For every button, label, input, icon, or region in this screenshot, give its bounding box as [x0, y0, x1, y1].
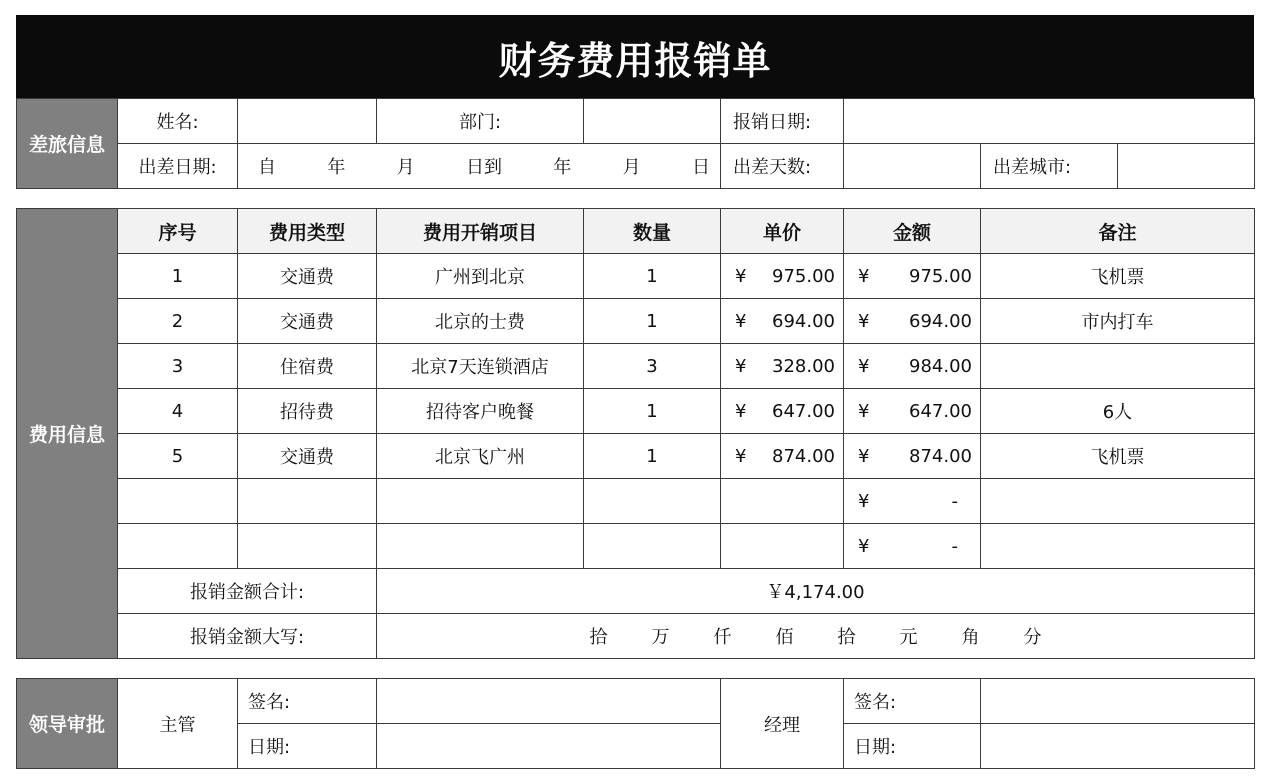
manager-label: 经理 [721, 679, 844, 769]
form-title: 财务费用报销单 [16, 15, 1254, 99]
cell-note[interactable]: 6人 [981, 389, 1255, 434]
expense-table [16, 208, 1255, 659]
cell-item[interactable]: 北京飞广州 [377, 434, 584, 479]
approval-table [16, 678, 1255, 769]
cell-no[interactable]: 1 [118, 254, 238, 299]
cell-qty[interactable]: 3 [584, 344, 721, 389]
expense-section-label: 费用信息 [17, 209, 118, 659]
table-row [17, 524, 1255, 569]
dept-field[interactable] [584, 99, 721, 144]
amount-value: - [951, 535, 958, 557]
cell-amount [844, 389, 981, 434]
travel-info-table [16, 98, 1255, 189]
trip-city-label: 出差城市: [981, 144, 1118, 189]
name-label: 姓名: [118, 99, 238, 144]
column-header: 序号 [118, 209, 238, 254]
upper-unit: 拾 [589, 627, 608, 648]
cell-no[interactable]: 3 [118, 344, 238, 389]
column-header: 费用类型 [238, 209, 377, 254]
total-label: 报销金额合计: [118, 569, 377, 614]
upper-label: 报销金额大写: [118, 614, 377, 659]
cell-amount [844, 524, 981, 569]
supervisor-sign-field[interactable] [377, 679, 721, 724]
cell-item[interactable]: 北京7天连锁酒店 [377, 344, 584, 389]
supervisor-sign-label: 签名: [238, 679, 377, 724]
currency-symbol: ¥ [858, 535, 870, 557]
table-row [17, 254, 1255, 299]
manager-sign-field[interactable] [981, 679, 1255, 724]
cell-item[interactable] [377, 479, 584, 524]
cell-type[interactable]: 交通费 [238, 254, 377, 299]
currency-symbol: ¥ [735, 400, 747, 422]
reimburse-date-field[interactable] [844, 99, 1255, 144]
cell-type[interactable]: 交通费 [238, 434, 377, 479]
column-header: 数量 [584, 209, 721, 254]
table-row [17, 389, 1255, 434]
upper-unit: 分 [1023, 627, 1042, 648]
price-value: 694.00 [772, 310, 835, 332]
cell-type[interactable]: 交通费 [238, 299, 377, 344]
cell-no[interactable] [118, 524, 238, 569]
cell-amount [844, 434, 981, 479]
cell-price[interactable] [721, 344, 844, 389]
amount-value: 694.00 [909, 310, 972, 332]
price-value: 647.00 [772, 400, 835, 422]
currency-symbol: ¥ [858, 355, 870, 377]
cell-qty[interactable]: 1 [584, 389, 721, 434]
currency-symbol: ¥ [858, 490, 870, 512]
supervisor-date-field[interactable] [377, 724, 721, 769]
trip-date-part: 日 [691, 157, 710, 178]
column-header: 费用开销项目 [377, 209, 584, 254]
currency-symbol: ¥ [735, 265, 747, 287]
cell-amount [844, 479, 981, 524]
table-row [17, 479, 1255, 524]
currency-symbol: ¥ [735, 355, 747, 377]
trip-date-part: 月 [396, 157, 415, 178]
cell-type[interactable] [238, 479, 377, 524]
reimburse-date-label: 报销日期: [721, 99, 844, 144]
price-value: 975.00 [772, 265, 835, 287]
cell-qty[interactable]: 1 [584, 434, 721, 479]
cell-no[interactable] [118, 479, 238, 524]
supervisor-date-label: 日期: [238, 724, 377, 769]
total-row [17, 569, 1255, 614]
currency-symbol: ¥ [858, 400, 870, 422]
cell-amount [844, 299, 981, 344]
cell-item[interactable] [377, 524, 584, 569]
cell-item[interactable]: 广州到北京 [377, 254, 584, 299]
manager-sign-label: 签名: [844, 679, 981, 724]
price-value: 328.00 [772, 355, 835, 377]
cell-item[interactable]: 招待客户晚餐 [377, 389, 584, 434]
cell-note[interactable]: 市内打车 [981, 299, 1255, 344]
trip-days-field[interactable] [844, 144, 981, 189]
cell-qty[interactable] [584, 524, 721, 569]
upper-unit: 元 [899, 627, 918, 648]
upper-unit: 万 [651, 627, 670, 648]
cell-type[interactable] [238, 524, 377, 569]
cell-no[interactable]: 4 [118, 389, 238, 434]
cell-amount [844, 254, 981, 299]
currency-symbol: ¥ [858, 445, 870, 467]
price-value: 874.00 [772, 445, 835, 467]
cell-type[interactable]: 招待费 [238, 389, 377, 434]
amount-value: 647.00 [909, 400, 972, 422]
upper-unit: 角 [961, 627, 980, 648]
upper-row [17, 614, 1255, 659]
travel-section-label: 差旅信息 [17, 99, 118, 189]
manager-date-field[interactable] [981, 724, 1255, 769]
cell-price[interactable] [721, 434, 844, 479]
name-field[interactable] [238, 99, 377, 144]
cell-note[interactable]: 飞机票 [981, 254, 1255, 299]
approval-section-label: 领导审批 [17, 679, 118, 769]
trip-date-field[interactable] [238, 144, 721, 189]
cell-qty[interactable] [584, 479, 721, 524]
table-row [17, 299, 1255, 344]
amount-value: - [951, 490, 958, 512]
trip-date-label: 出差日期: [118, 144, 238, 189]
cell-amount [844, 344, 981, 389]
currency-symbol: ¥ [858, 310, 870, 332]
currency-symbol: ¥ [735, 445, 747, 467]
cell-price[interactable] [721, 524, 844, 569]
amount-value: 975.00 [909, 265, 972, 287]
amount-value: 984.00 [909, 355, 972, 377]
trip-days-label: 出差天数: [721, 144, 844, 189]
cell-price[interactable] [721, 479, 844, 524]
trip-date-part: 年 [553, 157, 572, 178]
cell-price[interactable] [721, 299, 844, 344]
column-header: 金额 [844, 209, 981, 254]
amount-value: 874.00 [909, 445, 972, 467]
trip-date-part: 月 [622, 157, 641, 178]
cell-price[interactable] [721, 254, 844, 299]
cell-note[interactable] [981, 479, 1255, 524]
cell-qty[interactable]: 1 [584, 254, 721, 299]
cell-price[interactable] [721, 389, 844, 434]
column-header: 单价 [721, 209, 844, 254]
upper-unit: 仟 [713, 627, 732, 648]
currency-symbol: ¥ [858, 265, 870, 287]
cell-qty[interactable]: 1 [584, 299, 721, 344]
cell-item[interactable]: 北京的士费 [377, 299, 584, 344]
cell-no[interactable]: 5 [118, 434, 238, 479]
manager-date-label: 日期: [844, 724, 981, 769]
upper-unit: 佰 [775, 627, 794, 648]
trip-city-field[interactable] [1118, 144, 1255, 189]
cell-no[interactable]: 2 [118, 299, 238, 344]
cell-note[interactable] [981, 524, 1255, 569]
upper-value-field[interactable] [377, 614, 1255, 659]
table-row [17, 344, 1255, 389]
currency-symbol: ¥ [735, 310, 747, 332]
cell-note[interactable] [981, 344, 1255, 389]
column-header: 备注 [981, 209, 1255, 254]
trip-date-part: 自 [258, 157, 276, 178]
upper-unit: 拾 [837, 627, 856, 648]
cell-note[interactable]: 飞机票 [981, 434, 1255, 479]
total-value: ￥4,174.00 [377, 569, 1255, 614]
cell-type[interactable]: 住宿费 [238, 344, 377, 389]
trip-date-part: 日到 [465, 157, 502, 178]
supervisor-label: 主管 [118, 679, 238, 769]
trip-date-part: 年 [327, 157, 346, 178]
table-row [17, 434, 1255, 479]
dept-label: 部门: [377, 99, 584, 144]
